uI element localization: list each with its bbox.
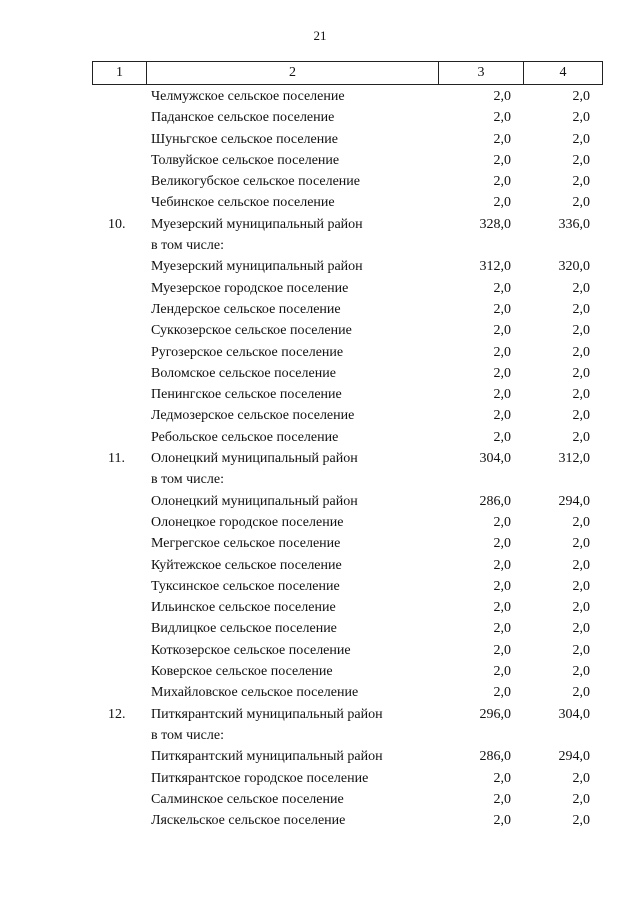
- row-name: Коверское сельское поселение: [151, 664, 333, 680]
- row-value-col4: 2,0: [572, 174, 590, 190]
- row-value-col3: 286,0: [479, 749, 511, 765]
- table-row: [0, 512, 640, 533]
- row-name: в том числе:: [151, 727, 224, 743]
- row-value-col4: 2,0: [572, 557, 590, 573]
- row-value-col3: 2,0: [493, 642, 511, 658]
- row-value-col3: 2,0: [493, 791, 511, 807]
- row-value-col3: 2,0: [493, 813, 511, 829]
- row-value-col4: 304,0: [558, 706, 590, 722]
- row-value-col4: 2,0: [572, 195, 590, 211]
- row-name: Пенингское сельское поселение: [151, 387, 342, 403]
- row-value-col3: 328,0: [479, 216, 511, 232]
- row-name: Питкярантское городское поселение: [151, 770, 369, 786]
- row-name: Видлицкое сельское поселение: [151, 621, 337, 637]
- row-name: Муезерское городское поселение: [151, 280, 349, 296]
- table-row: [0, 342, 640, 363]
- row-value-col4: 2,0: [572, 685, 590, 701]
- row-value-col3: 2,0: [493, 195, 511, 211]
- row-value-col4: 2,0: [572, 301, 590, 317]
- table-row: [0, 192, 640, 213]
- row-value-col3: 2,0: [493, 664, 511, 680]
- row-value-col4: 2,0: [572, 408, 590, 424]
- row-value-col4: 2,0: [572, 813, 590, 829]
- row-value-col4: 2,0: [572, 600, 590, 616]
- row-number: 11.: [108, 451, 125, 467]
- row-value-col3: 2,0: [493, 600, 511, 616]
- row-name: Мегрегское сельское поселение: [151, 536, 341, 552]
- row-value-col4: 2,0: [572, 621, 590, 637]
- row-value-col3: 2,0: [493, 89, 511, 104]
- row-value-col3: 296,0: [479, 706, 511, 722]
- row-value-col4: 2,0: [572, 280, 590, 296]
- row-name: Питкярантский муниципальный район: [151, 749, 383, 765]
- row-name: Олонецкий муниципальный район: [151, 493, 358, 509]
- row-value-col4: 2,0: [572, 664, 590, 680]
- row-value-col4: 294,0: [558, 493, 590, 509]
- row-name: Питкярантский муниципальный район: [151, 706, 383, 722]
- row-value-col4: 2,0: [572, 344, 590, 360]
- row-value-col4: 2,0: [572, 642, 590, 658]
- row-number: 12.: [108, 706, 126, 722]
- table-row: [0, 107, 640, 128]
- row-value-col3: 2,0: [493, 578, 511, 594]
- table-row: [0, 129, 640, 150]
- row-value-col4: 336,0: [558, 216, 590, 232]
- row-value-col3: 2,0: [493, 685, 511, 701]
- row-name: Муезерский муниципальный район: [151, 216, 363, 232]
- header-col-2: 2: [147, 62, 439, 85]
- row-name: Куйтежское сельское поселение: [151, 557, 342, 573]
- row-name: Шуньгское сельское поселение: [151, 131, 338, 147]
- table-row: [0, 320, 640, 341]
- row-name: Муезерский муниципальный район: [151, 259, 363, 275]
- row-name: Чебинское сельское поселение: [151, 195, 335, 211]
- table-row: [0, 682, 640, 703]
- row-value-col3: 2,0: [493, 110, 511, 126]
- row-value-col4: 2,0: [572, 536, 590, 552]
- row-name: Паданское сельское поселение: [151, 110, 335, 126]
- table-row: [0, 86, 640, 107]
- row-name: Воломское сельское поселение: [151, 365, 336, 381]
- row-name: Туксинское сельское поселение: [151, 578, 340, 594]
- row-name: в том числе:: [151, 238, 224, 254]
- row-value-col4: 2,0: [572, 791, 590, 807]
- table-row: [0, 810, 640, 831]
- row-value-col4: 2,0: [572, 152, 590, 168]
- row-name: Коткозерское сельское поселение: [151, 642, 351, 658]
- row-value-col3: 2,0: [493, 174, 511, 190]
- row-value-col4: 2,0: [572, 387, 590, 403]
- table-row: [0, 618, 640, 639]
- header-col-4: 4: [524, 62, 603, 85]
- row-value-col3: 2,0: [493, 344, 511, 360]
- table-row: [0, 533, 640, 554]
- table-row: [0, 768, 640, 789]
- row-value-col4: 2,0: [572, 131, 590, 147]
- table-row: [0, 214, 640, 235]
- table-row: [0, 491, 640, 512]
- row-value-col3: 2,0: [493, 365, 511, 381]
- row-value-col4: 2,0: [572, 514, 590, 530]
- table-row: [0, 640, 640, 661]
- table-row: [0, 299, 640, 320]
- row-value-col4: 2,0: [572, 365, 590, 381]
- row-value-col4: 2,0: [572, 770, 590, 786]
- row-value-col3: 2,0: [493, 323, 511, 339]
- table-row: [0, 661, 640, 682]
- table-row: [0, 746, 640, 767]
- column-number-header: [92, 61, 603, 85]
- row-name: Салминское сельское поселение: [151, 791, 344, 807]
- row-value-col3: 312,0: [479, 259, 511, 275]
- header-row: [93, 62, 603, 85]
- row-value-col3: 2,0: [493, 621, 511, 637]
- row-value-col4: 2,0: [572, 323, 590, 339]
- row-value-col3: 2,0: [493, 152, 511, 168]
- row-value-col4: 312,0: [558, 451, 590, 467]
- row-value-col3: 2,0: [493, 301, 511, 317]
- row-value-col3: 2,0: [493, 280, 511, 296]
- row-value-col3: 2,0: [493, 557, 511, 573]
- table-row: [0, 278, 640, 299]
- row-name: Толвуйское сельское поселение: [151, 152, 340, 168]
- row-value-col4: 320,0: [558, 259, 590, 275]
- row-name: Михайловское сельское поселение: [151, 685, 359, 701]
- table-row: [0, 448, 640, 469]
- row-value-col3: 2,0: [493, 408, 511, 424]
- table-row: [0, 235, 640, 256]
- table-row: [0, 725, 640, 746]
- row-value-col4: 2,0: [572, 429, 590, 445]
- table-row: [0, 555, 640, 576]
- table-row: [0, 363, 640, 384]
- table-row: [0, 171, 640, 192]
- row-name: в том числе:: [151, 472, 224, 488]
- row-value-col3: 286,0: [479, 493, 511, 509]
- row-value-col3: 2,0: [493, 131, 511, 147]
- row-value-col3: 2,0: [493, 770, 511, 786]
- row-name: Лендерское сельское поселение: [151, 301, 341, 317]
- table-row: [0, 427, 640, 448]
- row-name: Ляскельское сельское поселение: [151, 813, 346, 829]
- row-name: Олонецкий муниципальный район: [151, 451, 358, 467]
- table-row: [0, 256, 640, 277]
- table-row: [0, 597, 640, 618]
- header-col-3: 3: [439, 62, 524, 85]
- table-row: [0, 384, 640, 405]
- row-name: Олонецкое городское поселение: [151, 514, 344, 530]
- table-row: [0, 789, 640, 810]
- row-value-col3: 2,0: [493, 536, 511, 552]
- row-value-col4: 2,0: [572, 89, 590, 104]
- header-col-1: 1: [93, 62, 147, 85]
- row-name: Ругозерское сельское поселение: [151, 344, 344, 360]
- row-name: Ильинское сельское поселение: [151, 600, 336, 616]
- row-value-col3: 2,0: [493, 387, 511, 403]
- table-row: [0, 150, 640, 171]
- row-value-col3: 304,0: [479, 451, 511, 467]
- table-body: [0, 86, 640, 831]
- row-name: Ребольское сельское поселение: [151, 429, 339, 445]
- row-value-col4: 294,0: [558, 749, 590, 765]
- row-value-col3: 2,0: [493, 514, 511, 530]
- row-name: Челмужское сельское поселение: [151, 89, 345, 104]
- table-row: [0, 576, 640, 597]
- row-name: Великогубское сельское поселение: [151, 174, 360, 190]
- table-row: [0, 405, 640, 426]
- row-number: 10.: [108, 216, 126, 232]
- page-number: 21: [313, 28, 327, 43]
- row-name: Суккозерское сельское поселение: [151, 323, 352, 339]
- row-value-col3: 2,0: [493, 429, 511, 445]
- row-value-col4: 2,0: [572, 578, 590, 594]
- table-row: [0, 469, 640, 490]
- table-row: [0, 704, 640, 725]
- row-value-col4: 2,0: [572, 110, 590, 126]
- row-name: Ледмозерское сельское поселение: [151, 408, 355, 424]
